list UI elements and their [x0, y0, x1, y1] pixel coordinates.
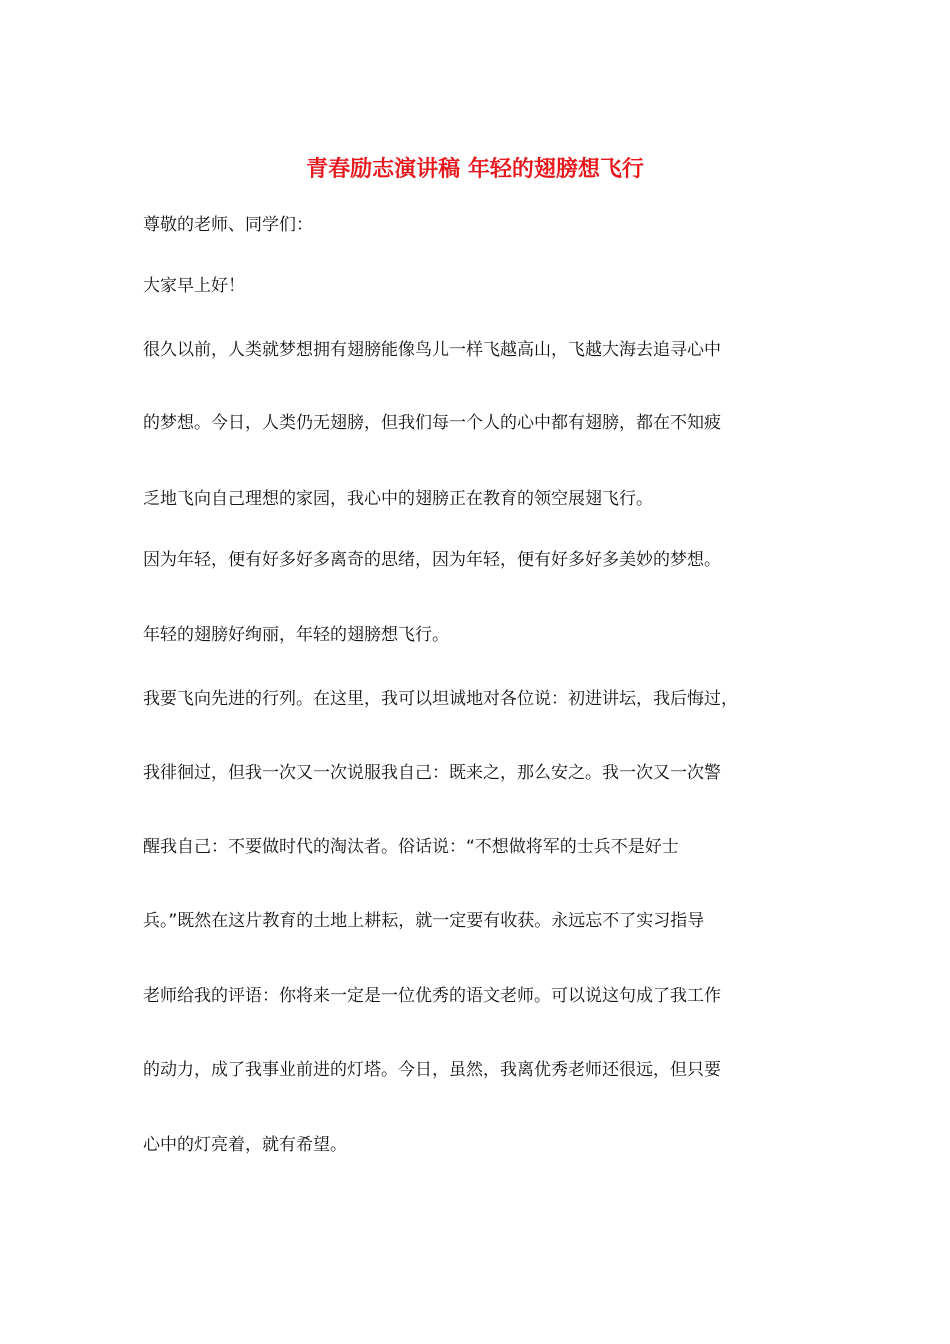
text-line: 尊敬的老师、同学们：	[143, 215, 313, 235]
text-line: 大家早上好！	[143, 276, 245, 296]
text-line: 的动力，成了我事业前进的灯塔。今日，虽然，我离优秀老师还很远，但只要	[143, 1060, 721, 1080]
text-line: 我要飞向先进的行列。在这里，我可以坦诚地对各位说：初进讲坛，我后悔过，	[143, 689, 738, 709]
text-line: 醒我自己：不要做时代的淘汰者。俗话说：“不想做将军的士兵不是好士	[143, 837, 679, 857]
text-line: 乏地飞向自己理想的家园，我心中的翅膀正在教育的领空展翅飞行。	[143, 489, 653, 509]
text-line: 很久以前，人类就梦想拥有翅膀能像鸟儿一样飞越高山，飞越大海去追寻心中	[143, 340, 721, 360]
text-line: 年轻的翅膀好绚丽，年轻的翅膀想飞行。	[143, 625, 449, 645]
text-line: 兵。”既然在这片教育的土地上耕耘，就一定要有收获。永远忘不了实习指导	[143, 911, 705, 931]
text-line: 的梦想。今日，人类仍无翅膀，但我们每一个人的心中都有翅膀，都在不知疲	[143, 413, 721, 433]
text-line: 老师给我的评语：你将来一定是一位优秀的语文老师。可以说这句成了我工作	[143, 986, 721, 1006]
text-line: 我徘徊过，但我一次又一次说服我自己：既来之，那么安之。我一次又一次警	[143, 763, 721, 783]
text-line: 因为年轻，便有好多好多离奇的思绪，因为年轻，便有好多好多美妙的梦想。	[143, 550, 721, 570]
document-title: 青春励志演讲稿 年轻的翅膀想飞行	[306, 156, 644, 182]
text-line: 心中的灯亮着，就有希望。	[143, 1135, 347, 1155]
